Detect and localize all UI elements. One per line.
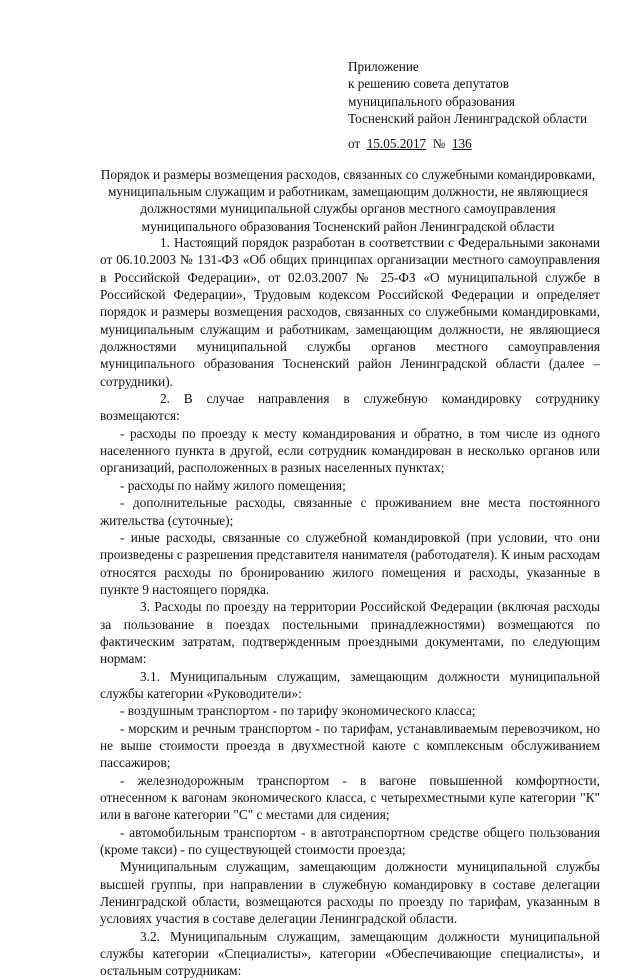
appendix-line: к решению совета депутатов [348, 76, 510, 92]
paragraph-1: 1. Настоящий порядок разработан в соответствии с Федеральными законами от 06.10.2003 № 131-ФЗ «Об общих принципах организации местного самоуправления в Российской Федерации», от 02.03.2007 № 25-ФЗ «О муниципальной службе в Российской Федерации», Трудовым кодексом Российской Федерации и определяет порядок и размеры возмещения расходов, связанных со служебными командировками, муниципальным служащим и работникам, замещающим должности, не являющиеся должностями муниципальной службы органов местного самоуправления муниципального образования Тосненский район Ленинградской области (далее – сотрудники). [100, 235, 600, 389]
appendix-line: Тосненский район Ленинградской области [348, 110, 587, 126]
list-item: - дополнительные расходы, связанные с проживанием вне места постоянного жительства (суточные); [100, 495, 600, 528]
appendix-block [348, 58, 618, 127]
document-body [100, 234, 600, 980]
decision-dateline [348, 136, 472, 152]
title-line: Порядок и размеры возмещения расходов, связанных со служебными командировками, [100, 167, 596, 182]
paragraph-2: 2. В случае направления в служебную командировку сотруднику возмещаются: [100, 391, 600, 424]
title-line: муниципальным служащим и работникам, замещающим должности, не являющиеся [108, 184, 588, 200]
title-line: должностями муниципальной службы органов местного самоуправления [140, 201, 556, 217]
decision-number: 136 [451, 136, 472, 151]
list-item: - расходы по найму жилого помещения; [120, 477, 346, 493]
decision-date: 15.05.2017 [366, 136, 427, 151]
appendix-line: Приложение [348, 59, 419, 74]
list-item: - воздушным транспортом - по тарифу экономического класса; [120, 703, 476, 719]
list-item: - автомобильным транспортом - в автотранспортном средстве общего пользования (кроме такси) - по существующей стоимости проезда; [100, 824, 600, 858]
document-title [80, 166, 616, 235]
paragraph-3-2: 3.2. Муниципальным служащим, замещающим должности муниципальной службы категории «Специалисты», категории «Обеспечивающие специалисты», и остальным сотрудникам: [100, 928, 600, 979]
paragraph-3: 3. Расходы по проезду на территории Российской Федерации (включая расходы за пользование в поездах постельными принадлежностями) возмещаются по фактическим затратам, подтвержденным проездными документами, по следующим нормам: [100, 599, 600, 667]
list-item: - морским и речным транспортом - по тарифам, устанавливаемым перевозчиком, но не выше стоимости проезда в двухместной каюте с комплексным обслуживанием пассажиров; [100, 720, 600, 771]
list-item: - иные расходы, связанные со служебной командировкой (при условии, что они произведены с разрешения представителя нанимателя (работодателя). К иным расходам относятся расходы по бронированию жилого помещения и расходы, указанные в пункте 9 настоящего порядка. [100, 529, 600, 597]
number-sign: № [432, 136, 446, 151]
appendix-line: муниципального образования [348, 93, 515, 109]
paragraph-delegation: Муниципальным служащим, замещающим должности муниципальной службы высшей группы, при направлении в служебную командировку в составе делегации Ленинградской области, возмещаются расходы по проезду по тарифам, указанным в условиях участия в составе делегации Ленинградской области. [100, 859, 600, 927]
list-item: - железнодорожным транспортом - в вагоне повышенной комфортности, отнесенном к вагонам экономического класса, с четырехместными купе категории "К" или в вагоне категории "С" с местами для сидения; [100, 772, 600, 823]
paragraph-3-1: 3.1. Муниципальным служащим, замещающим должности муниципальной службы категории «Руководители»: [100, 668, 600, 701]
list-item: - расходы по проезду к месту командирования и обратно, в том числе из одного населенного пункта в другой, если сотрудник командирован в несколько органов или организаций, расположенных в разных населенных пунктах; [100, 425, 600, 476]
title-line: муниципального образования Тосненский район Ленинградской области [141, 218, 555, 234]
dateline-prefix: от [348, 136, 361, 151]
